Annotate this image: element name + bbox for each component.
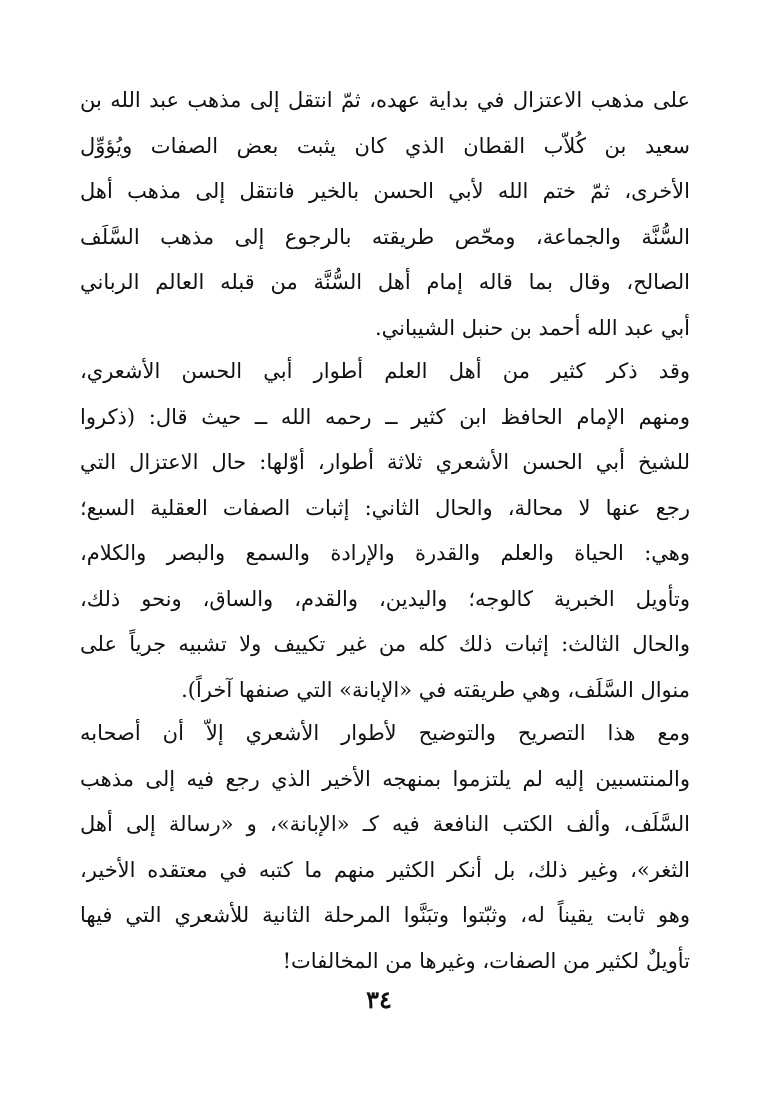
paragraph-line: وهو ثابت يقيناً له، وثبّتوا وتبَنَّوا المرحلة الثانية للأشعري التي فيها	[80, 903, 690, 927]
paragraph-line: والحال الثالث: إثبات ذلك كله من غير تكييف ولا تشبيه جرياً على	[80, 632, 690, 656]
paragraph-line: للشيخ أبي الحسن الأشعري ثلاثة أطوار، أوّلها: حال الاعتزال التي	[80, 450, 690, 474]
paragraph-line: الأخرى، ثمّ ختم الله لأبي الحسن بالخير فانتقل إلى مذهب أهل	[80, 179, 690, 203]
paragraph-line: السُّنَّة والجماعة، ومحّص طريقته بالرجوع إلى مذهب السَّلَف	[80, 224, 690, 249]
paragraph-line: رجع عنها لا محالة، والحال الثاني: إثبات الصفات العقلية السبع؛	[80, 495, 690, 520]
paragraph-line: وتأويل الخبرية كالوجه؛ واليدين، والقدم، والساق، ونحو ذلك،	[80, 586, 690, 611]
paragraph-line: سعيد بن كُلاّب القطان الذي كان يثبت بعض الصفات ويُؤوِّل	[80, 133, 690, 158]
paragraph-2	[80, 349, 690, 713]
paragraph-line: منوال السَّلَف، وهي طريقته في «الإبانة» التي صنفها آخراً).	[181, 677, 690, 702]
paragraph-line: أبي عبد الله أحمد بن حنبل الشيباني.	[375, 315, 690, 340]
paragraph-line: الثغر»، وغير ذلك، بل أنكر الكثير منهم ما كتبه في معتقده الأخير،	[80, 857, 690, 882]
paragraph-line: ومنهم الإمام الحافظ ابن كثير ــ رحمه الله ــ حيث قال: (ذكروا	[80, 404, 690, 429]
paragraph-line: تأويلٌ لكثير من الصفات، وغيرها من المخالفات!	[282, 948, 690, 973]
paragraph-1	[80, 78, 690, 351]
paragraph-3	[80, 711, 690, 984]
page-number: ٣٤	[366, 985, 392, 1014]
paragraph-line: على مذهب الاعتزال في بداية عهده، ثمّ انتقل إلى مذهب عبد الله بن	[80, 88, 690, 112]
paragraph-line: الصالح، وقال بما قاله إمام أهل السُّنَّة من قبله العالم الرباني	[80, 270, 690, 294]
paragraph-line: وهي: الحياة والعلم والقدرة والإرادة والسمع والبصر والكلام،	[80, 541, 690, 565]
paragraph-line: والمنتسبين إليه لم يلتزموا بمنهجه الأخير الذي رجع فيه إلى مذهب	[80, 766, 690, 791]
paragraph-line: ومع هذا التصريح والتوضيح لأطوار الأشعري إلاّ أن أصحابه	[80, 721, 690, 745]
paragraph-line: وقد ذكر كثير من أهل العلم أطوار أبي الحسن الأشعري،	[80, 359, 690, 383]
paragraph-line: السَّلَف، وألف الكتب النافعة فيه كـ «الإبانة»، و «رسالة إلى أهل	[80, 812, 690, 836]
